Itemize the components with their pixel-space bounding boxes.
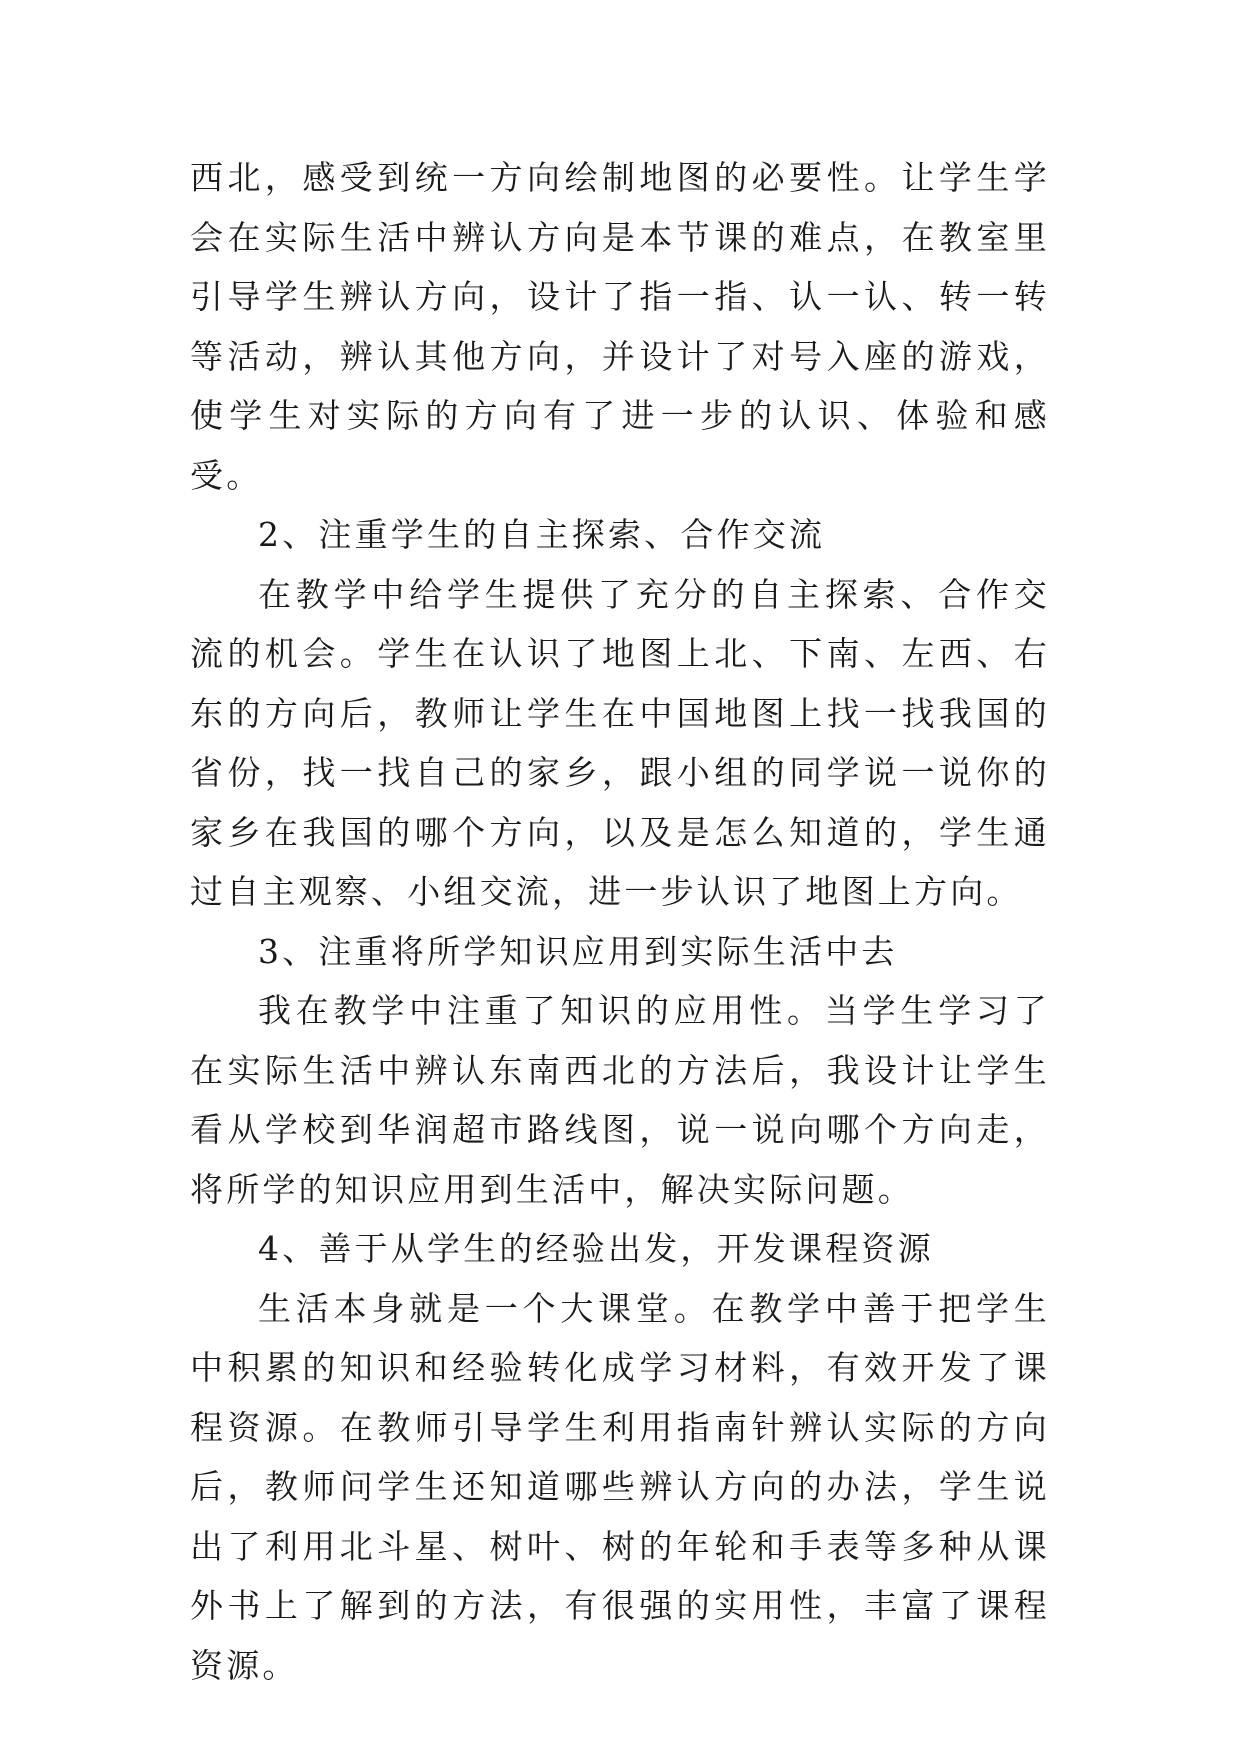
section-heading-4: 4、善于从学生的经验出发，开发课程资源	[258, 1229, 934, 1268]
paragraph-section-2: 在教学中给学生提供了充分的自主探索、合作交流的机会。学生在认识了地图上北、下南、左西、右东的方向后，教师让学生在中国地图上找一找我国的省份，找一找自己的家乡，跟小组的同学说一说你的家乡在我国的哪个方向，以及是怎么知道的，学生通过自主观察、小组交流，进一步认识了地图上方向。	[190, 574, 1050, 911]
paragraph-section-4: 生活本身就是一个大课堂。在教学中善于把学生中积累的知识和经验转化成学习材料，有效开发了课程资源。在教师引导学生利用指南针辨认实际的方向后，教师问学生还知道哪些辨认方向的办法，学生说出了利用北斗星、树叶、树的年轮和手表等多种从课外书上了解到的方法，有很强的实用性，丰富了课程资源。	[190, 1288, 1050, 1685]
paragraph-section-3: 我在教学中注重了知识的应用性。当学生学习了在实际生活中辨认东南西北的方法后，我设计让学生看从学校到华润超市路线图，说一说向哪个方向走，将所学的知识应用到生活中，解决实际问题。	[190, 991, 1050, 1209]
section-heading-2: 2、注重学生的自主探索、合作交流	[258, 515, 826, 554]
paragraph-intro: 西北，感受到统一方向绘制地图的必要性。让学生学会在实际生活中辨认方向是本节课的难点，在教室里引导学生辨认方向，设计了指一指、认一认、转一转等活动，辨认其他方向，并设计了对号入座的游戏，使学生对实际的方向有了进一步的认识、体验和感受。	[190, 158, 1050, 495]
section-heading-3: 3、注重将所学知识应用到实际生活中去	[258, 931, 898, 971]
document-body	[190, 148, 1050, 1695]
